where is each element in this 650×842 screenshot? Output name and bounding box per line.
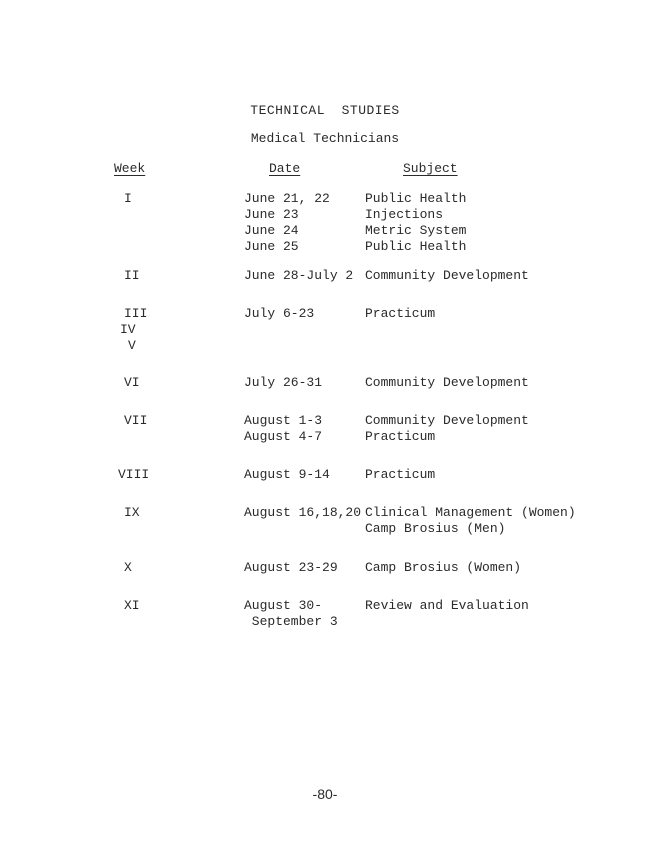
- date-cell-line: July 6-23: [244, 306, 315, 321]
- date-cell-line: July 26-31: [244, 375, 323, 390]
- column-header-date: Date: [269, 161, 301, 176]
- subject-cell-line: Community Development: [365, 413, 529, 428]
- date-cell-line: June 23: [244, 207, 299, 222]
- date-cell: [244, 413, 322, 445]
- subject-cell-line: Practicum: [365, 467, 436, 482]
- week-cell-line: III: [124, 306, 148, 321]
- week-cell: [124, 560, 132, 576]
- subject-cell-line: Practicum: [365, 306, 436, 321]
- date-cell: [244, 268, 353, 284]
- week-cell: [124, 268, 140, 284]
- subject-cell: [365, 191, 466, 255]
- week-cell-line: IX: [124, 505, 140, 520]
- week-cell: [124, 375, 140, 391]
- date-cell: [244, 306, 314, 322]
- subject-cell-line: Clinical Management (Women): [365, 505, 576, 520]
- subject-cell-line: Community Development: [365, 268, 529, 283]
- week-cell: [124, 505, 140, 521]
- subject-cell-line: Public Health: [365, 191, 467, 206]
- date-cell-line: June 25: [244, 239, 299, 254]
- document-subtitle: Medical Technicians: [250, 131, 400, 146]
- column-header-subject: Subject: [403, 161, 458, 176]
- subject-cell-line: Metric System: [365, 223, 467, 238]
- subject-cell: [365, 467, 435, 483]
- date-cell-line: June 21, 22: [244, 191, 330, 206]
- subject-cell-line: Practicum: [365, 429, 436, 444]
- subject-cell: [365, 560, 521, 576]
- date-cell-line: August 4-7: [244, 429, 323, 444]
- subject-cell: [365, 413, 529, 445]
- week-cell-line: VIII: [118, 467, 150, 482]
- date-cell: [244, 598, 338, 630]
- date-cell-line: August 9-14: [244, 467, 330, 482]
- week-cell-line: I: [124, 191, 132, 206]
- subject-cell: [365, 306, 435, 322]
- page-number: -80-: [312, 786, 338, 802]
- date-cell-line: September 3: [244, 614, 338, 629]
- subject-cell: [365, 505, 576, 537]
- subject-cell-line: Review and Evaluation: [365, 598, 529, 613]
- date-cell: [244, 560, 338, 576]
- date-cell: [244, 505, 361, 521]
- date-cell-line: August 16,18,20: [244, 505, 362, 520]
- subject-cell: [365, 598, 529, 614]
- week-cell: [124, 191, 132, 207]
- date-cell-line: June 24: [244, 223, 299, 238]
- date-cell: [244, 191, 330, 255]
- week-cell-line: VI: [124, 375, 140, 390]
- date-cell-line: August 23-29: [244, 560, 338, 575]
- week-cell: [118, 467, 150, 483]
- date-cell-line: August 30-: [244, 598, 323, 613]
- date-cell: [244, 467, 330, 483]
- week-cell-line: IV: [120, 322, 136, 337]
- week-cell: [124, 413, 147, 429]
- subject-cell-line: Camp Brosius (Men): [365, 521, 506, 536]
- date-cell: [244, 375, 322, 391]
- week-cell-line: X: [124, 560, 132, 575]
- week-cell-line: VII: [124, 413, 148, 428]
- week-cell: [120, 306, 148, 354]
- subject-cell-line: Camp Brosius (Women): [365, 560, 522, 575]
- week-cell-line: V: [128, 338, 136, 353]
- subject-cell-line: Public Health: [365, 239, 467, 254]
- date-cell-line: June 28-July 2: [244, 268, 354, 283]
- subject-cell-line: Community Development: [365, 375, 529, 390]
- week-cell-line: II: [124, 268, 140, 283]
- document-title: TECHNICAL STUDIES: [250, 103, 400, 118]
- date-cell-line: August 1-3: [244, 413, 323, 428]
- week-cell-line: XI: [124, 598, 140, 613]
- subject-cell: [365, 268, 529, 284]
- subject-cell: [365, 375, 529, 391]
- subject-cell-line: Injections: [365, 207, 444, 222]
- column-header-week: Week: [114, 161, 146, 176]
- week-cell: [124, 598, 140, 614]
